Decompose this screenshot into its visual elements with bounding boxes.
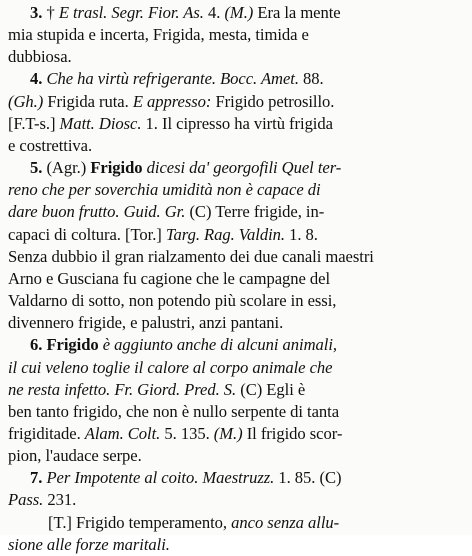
- entry-line: [8, 445, 465, 467]
- text-run: e costrettiva.: [8, 135, 93, 155]
- text-run: ne resta infetto. Fr. Giord. Pred. S.: [8, 379, 237, 399]
- entry-line: [8, 224, 465, 246]
- text-run: 1. Il cipresso ha virtù frigida: [141, 113, 333, 133]
- text-run: 6.: [30, 335, 47, 355]
- text-run: Valdarno di sotto, non potendo più scolare in essi,: [8, 291, 337, 311]
- text-run: Alam. Colt.: [84, 423, 161, 443]
- entry-line: [8, 135, 465, 157]
- entry-line: [8, 290, 465, 312]
- entry-line: [8, 157, 465, 179]
- text-run: (Gh.): [8, 91, 44, 111]
- definition-entry: [8, 68, 465, 157]
- text-run: E trasl. Segr. Fior. As.: [58, 3, 204, 22]
- text-run: 1. 8.: [285, 224, 318, 244]
- text-run: Arno e Gusciana fu cagione che le campagne del: [8, 268, 331, 288]
- entry-line: [8, 334, 465, 356]
- entry-line: [8, 91, 465, 113]
- entry-line: [8, 2, 465, 24]
- text-run: [T.] Frigido temperamento,: [48, 512, 232, 532]
- entry-line: [8, 113, 465, 135]
- text-run: 5.: [30, 158, 47, 178]
- text-run: è aggiunto anche di alcuni animali,: [98, 335, 337, 355]
- entry-line: [8, 423, 465, 445]
- text-run: mia stupida e incerta, Frigida, mesta, timida e: [8, 25, 309, 45]
- text-run: Senza dubbio il gran rialzamento dei due canali maestri: [8, 246, 374, 266]
- definition-entry: [8, 157, 465, 334]
- entry-line: [8, 68, 465, 90]
- text-run: 1. 85. (C): [274, 468, 342, 488]
- entry-line: [8, 357, 465, 379]
- text-run: dubbiosa.: [8, 47, 72, 67]
- entry-line: [8, 401, 465, 423]
- text-run: Frigida ruta.: [43, 91, 133, 111]
- entry-line: [8, 467, 465, 489]
- entry-line: [8, 512, 465, 534]
- text-run: Frigido: [46, 335, 99, 355]
- text-run: (M.): [213, 423, 243, 443]
- entry-line: [8, 201, 465, 223]
- text-run: 3.: [30, 3, 47, 22]
- text-run: Matt. Diosc.: [59, 113, 142, 133]
- text-run: Frigido: [90, 158, 143, 178]
- text-run: †: [46, 3, 59, 22]
- text-run: divennero frigide, e palustri, anzi pantani.: [8, 313, 284, 333]
- entry-line: [8, 179, 465, 201]
- text-run: dicesi da' georgofili Quel ter-: [142, 158, 342, 178]
- definition-entry: [8, 2, 465, 68]
- text-run: 88.: [298, 69, 324, 89]
- text-run: (Agr.): [46, 158, 91, 178]
- text-run: 4.: [203, 3, 225, 22]
- text-run: Che ha virtù refrigerante. Bocc. Amet.: [46, 69, 299, 89]
- text-run: il cui veleno toglie il calore al corpo animale che: [8, 357, 333, 377]
- text-run: capaci di coltura. [Tor.]: [8, 224, 166, 244]
- text-run: frigiditade.: [8, 423, 85, 443]
- definition-entry: [8, 467, 465, 511]
- text-run: pion, l'audace serpe.: [8, 446, 142, 466]
- text-run: E appresso:: [132, 91, 212, 111]
- text-run: Pass.: [8, 490, 44, 510]
- entry-line: [8, 268, 465, 290]
- text-run: dare buon frutto. Guid. Gr.: [8, 202, 186, 222]
- entry-line: [8, 24, 465, 46]
- text-run: ben tanto frigido, che non è nullo serpente di tanta: [8, 401, 340, 421]
- entry-list: [8, 2, 465, 556]
- text-run: 7.: [30, 468, 47, 488]
- definition-entry: [8, 512, 465, 556]
- text-run: (M.): [224, 3, 254, 22]
- text-run: reno che per soverchia umidità non è capace di: [8, 180, 321, 200]
- text-run: (C) Egli è: [236, 379, 306, 399]
- text-run: sione alle forze maritali.: [8, 534, 170, 554]
- text-run: Era la mente: [253, 3, 341, 22]
- text-run: Targ. Rag. Valdin.: [165, 224, 285, 244]
- text-run: Il frigido scor-: [242, 423, 343, 443]
- entry-line: [8, 489, 465, 511]
- text-run: 4.: [30, 69, 47, 89]
- entry-line: [8, 46, 465, 68]
- text-run: 5. 135.: [160, 423, 214, 443]
- text-run: (C) Terre frigide, in-: [185, 202, 325, 222]
- entry-line: [8, 246, 465, 268]
- entry-line: [8, 312, 465, 334]
- text-run: anco senza allu-: [231, 512, 340, 532]
- definition-entry: [8, 334, 465, 467]
- text-run: Per Impotente al coito. Maestruzz.: [46, 468, 275, 488]
- entry-line: [8, 534, 465, 556]
- text-run: 231.: [43, 490, 77, 510]
- text-run: [F.T-s.]: [8, 113, 60, 133]
- entry-line: [8, 379, 465, 401]
- text-run: Frigido petrosillo.: [211, 91, 335, 111]
